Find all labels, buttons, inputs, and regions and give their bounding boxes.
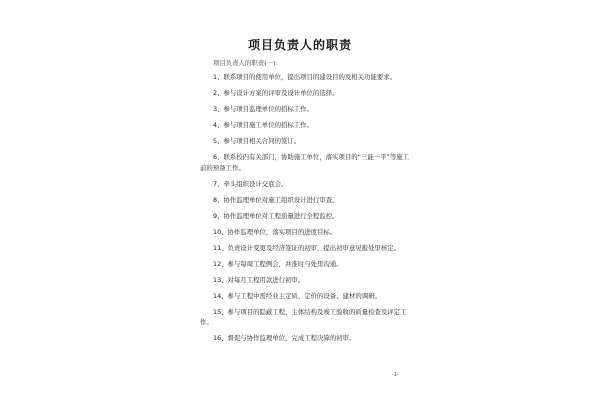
duty-item: 3、参与项目监理单位的招标工作。 <box>213 105 313 114</box>
duty-item: 9、协作监理单位对工程质量进行全程监控。 <box>213 211 339 220</box>
duty-item: 5、参与项目相关合同的签订。 <box>213 137 301 146</box>
duty-item: 11、负责设计变更及经济签证的初审，提出初审意见报处里核定。 <box>213 243 401 252</box>
section-subtitle: 项目负责人的职责(一)： <box>213 59 282 67</box>
duty-item: 7、牵头组织设计交底会。 <box>213 179 288 188</box>
duty-item: 16、督促与协作监理单位，完成工程决算的初审。 <box>213 334 356 343</box>
duty-item: 15、参与项目的隐蔽工程、主体结构及竣工验收的质量检查及评定工作。 <box>200 307 407 327</box>
duty-item: 6、联系校内有关部门，协助施工单位，落实项目的“三能一平”等施工前的预备工作。 <box>200 153 410 172</box>
page-number: -1- <box>392 372 399 378</box>
duty-item: 1、联系项目的使用单位，提出项目的建设目的及相关功能要求。 <box>213 73 397 82</box>
document-body <box>200 58 415 349</box>
page-title: 项目负责人的职责 <box>247 38 352 52</box>
duty-item: 8、协作监理单位对施工组织设计进行审查。 <box>213 195 339 204</box>
duty-item: 14、参与工程中需经业主定质、定价的设备、建材的调研。 <box>213 291 381 300</box>
duty-item: 10、协作监理单位，落实项目的进度目标。 <box>213 227 337 236</box>
duty-item: 12、参与每周工程例会，并准时与处里沟通。 <box>213 259 343 268</box>
duty-item: 4、参与项目施工单位的招标工作。 <box>213 121 313 130</box>
duty-item: 13、对每月工程用款进行初审。 <box>213 275 305 284</box>
duty-item: 2、参与设计方案的评审及设计单位的选择。 <box>213 89 339 98</box>
